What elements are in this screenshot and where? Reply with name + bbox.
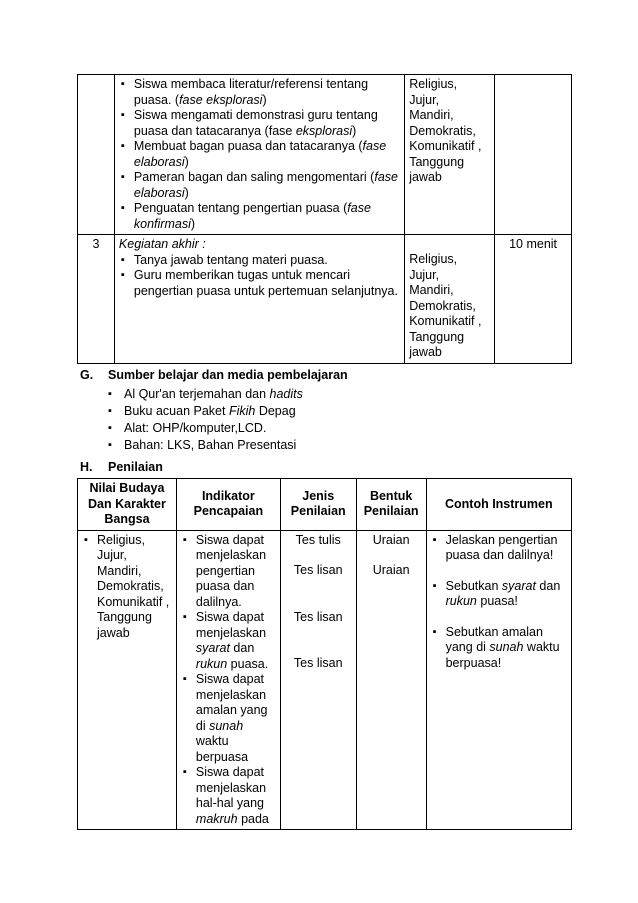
- activity-values: Religius, Jujur, Mandiri, Demokratis, Komunikatif , Tanggung jawab: [405, 235, 495, 364]
- section-h-title: Penilaian: [108, 460, 163, 474]
- activity-list: [119, 253, 400, 300]
- indicator-list: [181, 533, 276, 828]
- activity-table: [77, 74, 572, 364]
- type-item: Tes lisan: [293, 609, 343, 624]
- header-indicator: Indikator Pencapaian: [176, 479, 280, 531]
- italic-term: syarat: [501, 578, 536, 593]
- italic-term: rukun: [445, 594, 477, 608]
- assessment-header-row: [78, 479, 572, 531]
- list-item: ▪ Pameran bagan dan saling mengomentari (fase elaborasi): [119, 170, 400, 201]
- activity-values: Religius, Jujur, Mandiri, Demokratis, Komunikatif , Tanggung jawab: [405, 75, 495, 235]
- list-item: ▪ Penguatan tentang pengertian puasa (fase konfirmasi): [119, 201, 400, 232]
- italic-term: fase elaborasi: [133, 170, 398, 200]
- assessment-row: [78, 530, 572, 830]
- form-cell: [356, 530, 426, 830]
- list-item: ▪ Siswa membaca literatur/referensi tentang puasa. (fase eksplorasi): [119, 77, 400, 108]
- header-values: Nilai Budaya Dan Karakter Bangsa: [78, 479, 177, 531]
- list-item: ▪ Alat: OHP/komputer,LCD.: [106, 420, 303, 437]
- header-form: Bentuk Penilaian: [356, 479, 426, 531]
- italic-term: fase konfirmasi: [133, 201, 371, 231]
- activity-time: 10 menit: [495, 235, 572, 364]
- italic-term: makruh: [195, 811, 238, 826]
- list-item: ▪ Siswa dapat menjelaskan syarat dan rukun puasa.: [181, 610, 276, 672]
- values-item: ▪ Religius, Jujur, Mandiri, Demokratis, Komunikatif , Tanggung jawab: [82, 533, 172, 642]
- list-item: ▪ Sebutkan amalan yang di sunah waktu berpuasa!: [431, 625, 567, 672]
- section-h-marker: H.: [80, 460, 93, 474]
- list-item: ▪ Jelaskan pengertian puasa dan dalilnya!: [431, 533, 567, 564]
- list-item: ▪ Sebutkan syarat dan rukun puasa!: [431, 579, 567, 610]
- list-item: ▪ Buku acuan Paket Fikih Depag: [106, 403, 303, 420]
- list-item: ▪ Membuat bagan puasa dan tatacaranya (fase elaborasi): [119, 139, 400, 170]
- italic-term: fase eksplorasi: [179, 92, 263, 107]
- activity-row: [78, 235, 572, 364]
- section-g-title: Sumber belajar dan media pembelajaran: [108, 368, 348, 382]
- list-item: ▪ Guru memberikan tugas untuk mencari pengertian puasa untuk pertemuan selanjutnya.: [119, 268, 400, 299]
- activity-list: [119, 77, 400, 232]
- list-item: ▪ Siswa dapat menjelaskan amalan yang di sunah waktu berpuasa: [181, 672, 276, 765]
- section-g-heading: [80, 368, 348, 382]
- activity-no: 3: [78, 235, 115, 364]
- list-item: ▪ Siswa dapat menjelaskan pengertian puasa dan dalilnya.: [181, 533, 276, 611]
- list-item: ▪ Siswa mengamati demonstrasi guru tentang puasa dan tatacaranya (fase eksplorasi): [119, 108, 400, 139]
- italic-term: fase elaborasi: [133, 139, 387, 169]
- activity-heading: Kegiatan akhir :: [118, 237, 206, 251]
- header-type: Jenis Penilaian: [280, 479, 356, 531]
- section-g-marker: G.: [80, 368, 94, 382]
- italic-term: sunah: [209, 718, 244, 733]
- form-item: Uraian: [372, 532, 410, 547]
- assessment-table: [77, 478, 572, 830]
- italic-term: sunah: [489, 640, 524, 654]
- instrument-list: [431, 533, 567, 672]
- activity-time: [495, 75, 572, 235]
- section-h-heading: [80, 460, 163, 474]
- type-item: Tes lisan: [293, 656, 343, 670]
- instrument-cell: [426, 530, 571, 830]
- list-item: ▪ Tanya jawab tentang materi puasa.: [119, 253, 400, 269]
- italic-term: hadits: [269, 387, 303, 401]
- italic-term: rukun: [195, 656, 228, 671]
- activity-cell: [114, 75, 404, 235]
- type-item: Tes lisan: [293, 563, 343, 577]
- header-instrument: Contoh Instrumen: [426, 479, 571, 531]
- section-g-list: [106, 386, 303, 454]
- list-item: ▪ Siswa dapat menjelaskan hal-hal yang makruh pada: [181, 765, 276, 827]
- activity-cell: [114, 235, 404, 364]
- values-cell: [78, 530, 177, 830]
- values-list: [82, 533, 172, 642]
- form-item: Uraian: [372, 563, 410, 577]
- type-item: Tes tulis: [295, 532, 341, 547]
- activity-no: [78, 75, 115, 235]
- list-item: ▪ Bahan: LKS, Bahan Presentasi: [106, 437, 303, 454]
- italic-term: eksplorasi: [295, 123, 353, 138]
- type-cell: [280, 530, 356, 830]
- list-item: ▪ Al Qur'an terjemahan dan hadits: [106, 386, 303, 403]
- italic-term: syarat: [195, 641, 230, 655]
- indicator-cell: [176, 530, 280, 830]
- activity-row: [78, 75, 572, 235]
- italic-term: Fikih: [228, 404, 256, 418]
